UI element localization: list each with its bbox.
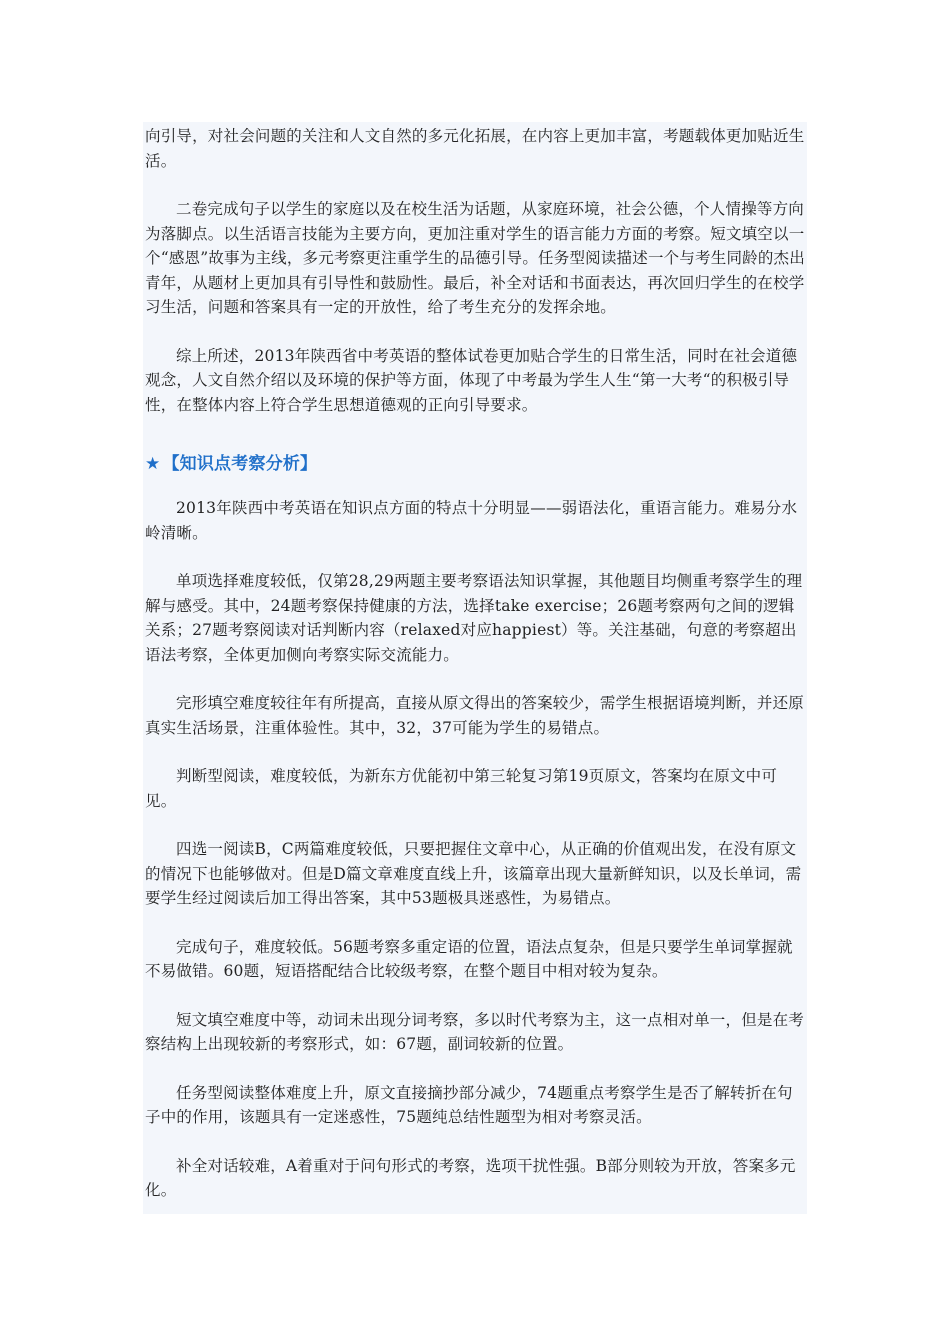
- paragraph: 补全对话较难，A着重对于问句形式的考察，选项干扰性强。B部分则较为开放，答案多元化。: [145, 1156, 796, 1199]
- paragraph: 二卷完成句子以学生的家庭以及在校生活为话题，从家庭环境，社会公德，个人情操等方向为落脚点。以生活语言技能为主要方向，更加注重对学生的语言能力方面的考察。短文填空以一个“感恩”故事为主线，多元考察更注重学生的品德引导。任务型阅读描述一个与考生同龄的杰出青年，从题材上更加具有引导性和鼓励性。最后，补全对话和书面表达，再次回归学生的在校学习生活，问题和答案具有一定的开放性，给了考生充分的发挥余地。: [145, 200, 805, 316]
- paragraph: 向引导，对社会问题的关注和人文自然的多元化拓展，在内容上更加丰富，考题载体更加贴近生活。: [145, 127, 805, 170]
- paragraph: 四选一阅读B，C两篇难度较低，只要把握住文章中心，从正确的价值观出发，在没有原文的情况下也能够做对。但是D篇文章难度直线上升，该篇章出现大量新鲜知识，以及长单词，需要学生经过阅读后加工得出答案，其中53题极具迷惑性，为易错点。: [145, 840, 802, 907]
- paragraph: 完成句子，难度较低。56题考察多重定语的位置，语法点复杂，但是只要学生单词掌握就不易做错。60题，短语搭配结合比较级考察，在整个题目中相对较为复杂。: [145, 937, 793, 980]
- section-heading-text: 【知识点考察分析】: [162, 454, 318, 474]
- paragraph: 综上所述，2013年陕西省中考英语的整体试卷更加贴合学生的日常生活，同时在社会道德观念，人文自然介绍以及环境的保护等方面，体现了中考最为学生人生“第一大考“的积极引导性，在整体内容上符合学生思想道德观的正向引导要求。: [145, 346, 798, 414]
- paragraph: 2013年陕西中考英语在知识点方面的特点十分明显——弱语法化，重语言能力。难易分水岭清晰。: [145, 499, 798, 542]
- paragraph: 任务型阅读整体难度上升，原文直接摘抄部分减少，74题重点考察学生是否了解转折在句子中的作用，该题具有一定迷惑性，75题纯总结性题型为相对考察灵活。: [145, 1083, 793, 1126]
- paragraph: 判断型阅读，难度较低，为新东方优能初中第三轮复习第19页原文，答案均在原文中可见。: [145, 767, 778, 810]
- star-icon: ★: [145, 454, 161, 474]
- article-body: [145, 124, 805, 1227]
- section-heading: [145, 451, 805, 477]
- paragraph: 完形填空难度较往年有所提高，直接从原文得出的答案较少，需学生根据语境判断，并还原真实生活场景，注重体验性。其中，32，37可能为学生的易错点。: [145, 694, 805, 737]
- paragraph: 短文填空难度中等，动词未出现分词考察，多以时代考察为主，这一点相对单一，但是在考察结构上出现较新的考察形式，如：67题，副词较新的位置。: [145, 1010, 805, 1053]
- paragraph: 单项选择难度较低，仅第28,29两题主要考察语法知识掌握，其他题目均侧重考察学生的理解与感受。其中，24题考察保持健康的方法，选择take exercise；26题考察两句之间的逻辑关系；27题考察阅读对话判断内容（relaxed对应happiest）等。关注基础，句意的考察超出语法考察，全体更加侧向考察实际交流能力。: [145, 572, 803, 664]
